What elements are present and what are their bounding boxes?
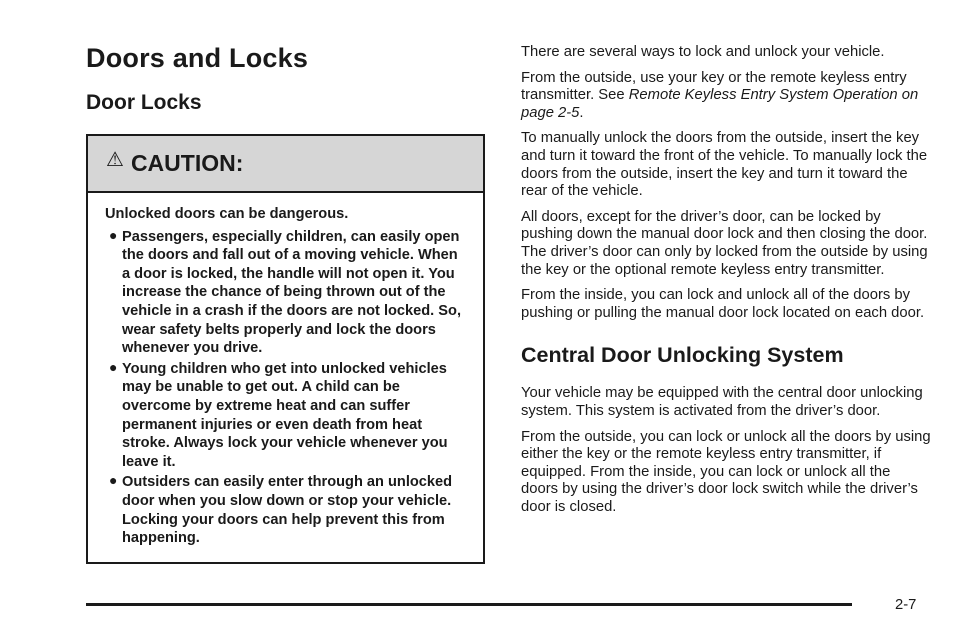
caution-box [86,134,485,564]
paragraph: To manually unlock the doors from the outside, insert the key and turn it toward the front of the vehicle. To manually lock the doors from the outside, insert the key and turn it toward the rear of the vehicle. [521,130,928,200]
page-title: Doors and Locks [86,43,309,73]
bullet-icon: ● [109,226,118,243]
caution-bullet-list [105,228,469,548]
cross-reference-link[interactable]: Remote Keyless Entry System Operation on page 2-5 [521,87,919,121]
caution-bullet [105,473,469,547]
left-column [86,40,489,564]
paragraph: There are several ways to lock and unlock your vehicle. [521,44,885,60]
caution-intro: Unlocked doors can be dangerous. [105,206,349,222]
caution-bullet-text: Passengers, especially children, can easily open the doors and fall out of a moving vehicle. When a door is locked, the handle will not open it. You increase the chance of being thrown out of the vehicle in a crash if the doors are not locked. So, wear safety belts properly and lock the doors whenever you drive. [122,228,461,357]
caution-body [88,193,483,548]
paragraph: From the outside, you can lock or unlock all the doors by using either the key or the remote keyless entry transmitter, if equipped. From the inside, you can lock or unlock all the doors by using the driver’s door lock switch while the driver’s door is closed. [521,428,931,515]
paragraph: From the inside, you can lock and unlock all of the doors by pushing or pulling the manual door lock located on each door. [521,287,925,321]
section-title-door-locks: Door Locks [86,91,202,114]
paragraph: Your vehicle may be equipped with the central door unlocking system. This system is activated from the driver’s door. [521,385,923,419]
caution-bullet-text: Outsiders can easily enter through an unlocked door when you slow down or stop your vehicle. Locking your doors can help prevent this from happening. [122,474,453,547]
caution-bullet [105,360,469,472]
paragraph-text: From the outside, use your key or the remote keyless entry transmitter. See [521,69,907,104]
caution-bullet [105,228,469,358]
paragraph-text-end: . [579,104,584,121]
paragraph-with-reference [521,70,931,123]
warning-triangle-icon: ⚠ [106,148,124,171]
bullet-icon: ● [109,358,118,375]
caution-header [88,136,483,193]
paragraph: All doors, except for the driver’s door, can be locked by pushing down the manual door lock and then closing the door. The driver’s door can only by locked from the outside by using the key or the optional remote keyless entry transmitter. [521,208,928,278]
footer-rule [86,603,852,606]
page-number: 2-7 [895,597,917,613]
right-column [521,44,931,524]
caution-bullet-text: Young children who get into unlocked vehicles may be unable to get out. A child can be overcome by extreme heat and can suffer permanent injuries or even death from heat stroke. Always lock your vehicle whenever you leave it. [122,360,448,470]
bullet-icon: ● [109,472,118,489]
section-title-central-door-unlocking: Central Door Unlocking System [521,343,844,368]
caution-label: CAUTION: [130,150,244,176]
